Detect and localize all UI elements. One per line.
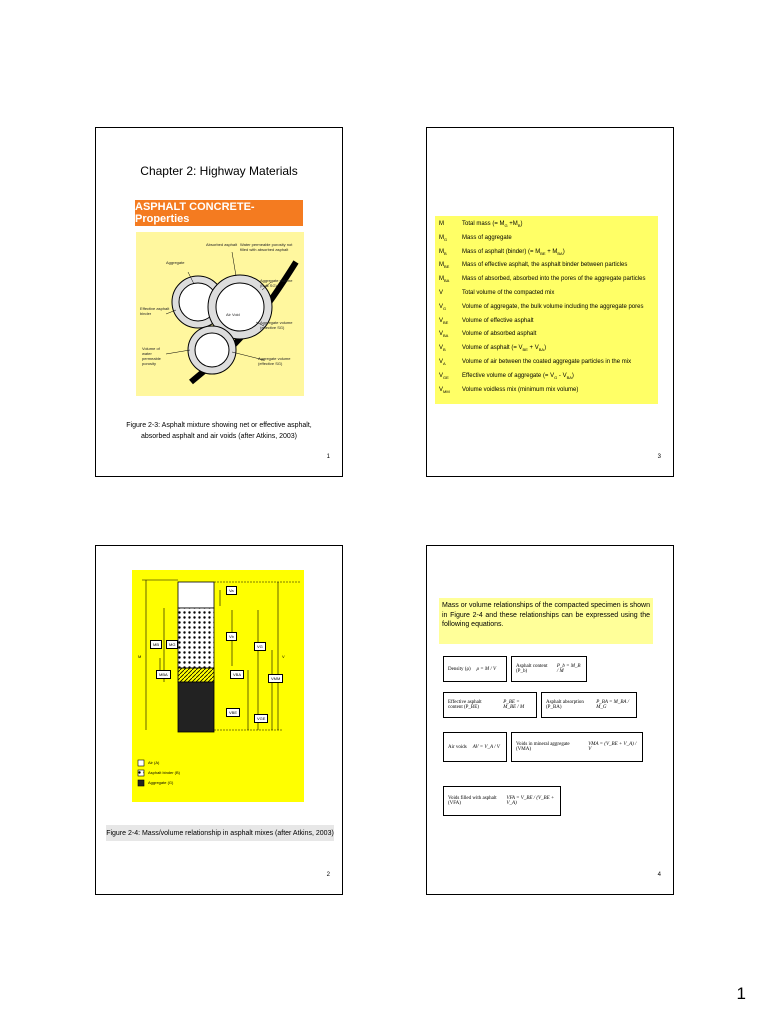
slide-4 (426, 545, 674, 895)
label-vba: VBA (230, 670, 244, 679)
definition-row (439, 262, 627, 270)
label-v: V (282, 654, 285, 659)
definition-symbol: $V_{GE}$ (439, 372, 449, 380)
mass-volume-diagram (132, 570, 304, 802)
label-vbe: VBE (226, 708, 240, 717)
label-water-permeable: Water permeable porosity not filled with absorbed asphalt (240, 242, 293, 252)
definition-text: Mass of asphalt (binder) (= $M_{BE} + M_{BA}$) (462, 248, 565, 256)
definition-row (439, 304, 643, 312)
equation-vma: Voids in mineral aggregate (VMA) VMA = (V_BE + V_A) / V (511, 732, 643, 762)
slide-title: Chapter 2: Highway Materials (140, 164, 298, 178)
label-aggregate: Aggregate (166, 260, 185, 265)
definition-row (439, 221, 522, 229)
label-vg: VG (254, 642, 266, 651)
definition-text: Volume of aggregate, the bulk volume including the aggregate pores (462, 303, 644, 310)
slide-number: 1 (326, 454, 330, 460)
label-absorbed-asphalt: Absorbed asphalt (206, 242, 238, 247)
definition-row (439, 345, 546, 353)
label-aggregate-effective: Aggregate volume (effective SG) (260, 320, 293, 330)
label-effective-binder: Effective asphalt binder (140, 306, 170, 316)
legend-aggregate: Aggregate (G) (148, 780, 174, 785)
intro-text: Mass or volume relationships of the compacted specimen is shown in Figure 2-4 and these relationships can be expressed using the following equations. (439, 598, 653, 644)
definition-symbol: $M_B$ (439, 248, 447, 256)
slide-banner: ASPHALT CONCRETE-Properties (135, 200, 303, 226)
definition-row (439, 318, 534, 326)
label-m: M (138, 654, 142, 659)
definition-row (439, 249, 565, 257)
label-mba: MBA (156, 670, 171, 679)
definition-text: Mass of effective asphalt, the asphalt binder between particles (462, 262, 628, 269)
slide-2 (95, 545, 343, 895)
definition-text: Mass of absorbed, absorbed into the pores of the aggregate particles (462, 276, 646, 283)
definition-text: Effective volume of aggregate (= $V_G - V_{BA}$) (462, 372, 574, 380)
definition-text: Total mass (= $M_G +M_B$) (462, 221, 523, 229)
definition-symbol: $V_{BA}$ (439, 331, 449, 339)
slide-3 (426, 127, 674, 477)
figure-caption: Figure 2-3: Asphalt mixture showing net or effective asphalt, absorbed asphalt and air voids (after Atkins, 2003) (126, 422, 312, 440)
definition-text: Volume of absorbed asphalt (462, 331, 537, 338)
definition-symbol: $V_{BE}$ (439, 317, 449, 325)
label-va: Va (226, 586, 237, 595)
definition-row (439, 331, 536, 339)
label-aggregate-apparent: Aggregate volume (effective SG) (258, 356, 291, 366)
slide-number: 3 (657, 454, 661, 460)
definition-row (439, 235, 512, 243)
slide-number: 2 (326, 872, 330, 878)
definition-text: Mass of aggregate (462, 234, 512, 241)
label-mb: MB (150, 640, 162, 649)
equation-air-voids: Air voids AV = V_A / V (443, 732, 507, 762)
definition-row (439, 373, 574, 381)
definition-symbol: V (439, 290, 444, 296)
equation-vfa: Voids filled with asphalt (VFA) VFA = V_BE / (V_BE + V_A) (443, 786, 561, 816)
definition-text: Total volume of the compacted mix (462, 290, 555, 296)
definition-symbol: $V_{MM}$ (439, 386, 450, 394)
definition-text: Volume of asphalt (= $V_{BE} + V_{BA}$) (462, 345, 547, 353)
definition-row (439, 290, 554, 297)
equation-asphalt-absorption: Asphalt absorption (P_BA) P_BA = M_BA / M_G (541, 692, 637, 718)
legend-air: Air (A) (148, 760, 160, 765)
definitions-box (435, 216, 658, 404)
label-mg: MG (166, 640, 178, 649)
label-vge: VGE (254, 714, 268, 723)
slide-number: 4 (657, 872, 661, 878)
definition-text: Volume voidless mix (minimum mix volume) (462, 386, 579, 393)
label-air-void: Air Void (226, 312, 240, 317)
definition-text: Volume of effective asphalt (462, 317, 534, 324)
label-vmm: VMM (268, 674, 283, 683)
definition-symbol: $M_G$ (439, 234, 448, 242)
label-vb: Vb (226, 632, 237, 641)
legend-binder: Asphalt binder (B) (148, 770, 181, 775)
definition-symbol: $V_B$ (439, 345, 446, 353)
figure-caption: Figure 2-4: Mass/volume relationship in asphalt mixes (after Atkins, 2003) (106, 825, 334, 841)
definition-row (439, 387, 578, 395)
equation-effective-asphalt: Effective asphalt content (P_BE) P_BE = M_BE / M (443, 692, 537, 718)
definition-symbol: $M_{BE}$ (439, 262, 450, 270)
definition-text: Volume of air between the coated aggregate particles in the mix (462, 359, 632, 365)
equation-density: Density (ρ) ρ = M / V (443, 656, 507, 682)
label-aggregate-bulk: Aggregate volume (bulk SG) (260, 278, 293, 288)
definition-row (439, 359, 631, 367)
definition-symbol: $V_A$ (439, 359, 446, 367)
definition-symbol: M (439, 221, 444, 227)
label-water-volume: Volume of water permeable porosity (142, 346, 161, 366)
asphalt-mixture-figure (136, 232, 304, 396)
equation-asphalt-content: Asphalt content (P_b) P_b = M_B / M (511, 656, 587, 682)
definition-row (439, 276, 645, 284)
slide-1 (95, 127, 343, 477)
page-number: 1 (736, 984, 746, 1003)
definition-symbol: $M_{BA}$ (439, 276, 450, 284)
definition-symbol: $V_G$ (439, 303, 447, 311)
mass-volume-figure (132, 570, 304, 802)
